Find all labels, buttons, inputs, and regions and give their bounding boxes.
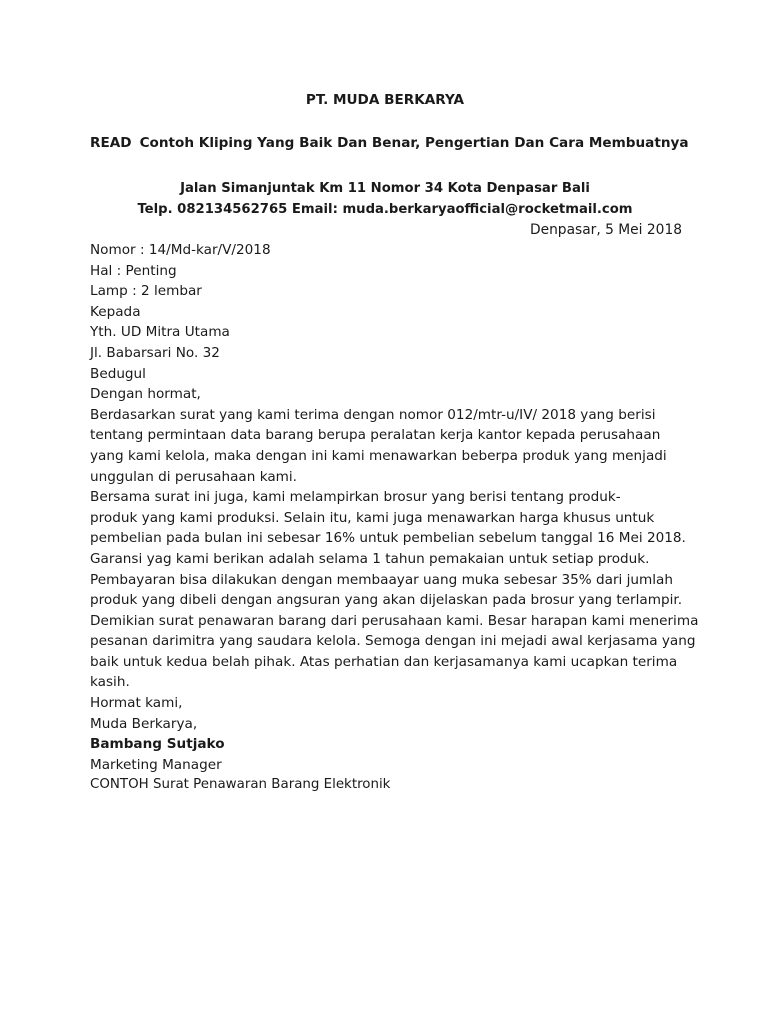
paragraph-2 [90,487,699,693]
letter-date: Denpasar, 5 Mei 2018 [529,222,682,238]
paragraph-line: Pembayaran bisa dilakukan dengan membaayar uang muka sebesar 35% dari jumlah [90,571,674,588]
closing-line: Hormat kami, [90,695,183,712]
read-label: READ [90,135,132,151]
read-link-line[interactable] [90,133,689,153]
company-contact: Telp. 082134562765 Email: muda.berkaryaofficial@rocketmail.com [137,202,633,217]
paragraph-line: Berdasarkan surat yang kami terima dengan nomor 012/mtr-u/IV/ 2018 yang berisi [90,406,656,423]
city-line: Bedugul [90,365,146,382]
read-title[interactable]: Contoh Kliping Yang Baik Dan Benar, Pengertian Dan Cara Membuatnya [139,135,689,151]
paragraph-line: baik untuk kedua belah pihak. Atas perhatian dan kerjasamanya kami ucapkan terima [90,653,678,670]
paragraph-line: pembelian pada bulan ini sebesar 16% untuk pembelian sebelum tanggal 16 Mei 2018. [90,530,686,547]
company-address: Jalan Simanjuntak Km 11 Nomor 34 Kota Denpasar Bali [180,181,590,196]
signer-name: Bambang Sutjako [90,736,225,753]
paragraph-line: Demikian surat penawaran barang dari perusahaan kami. Besar harapan kami menerima [90,612,699,629]
paragraph-line: Garansi yag kami berikan adalah selama 1 tahun pemakaian untuk setiap produk. [90,550,650,567]
recipient-line: Yth. UD Mitra Utama [90,324,230,341]
kepada-line: Kepada [90,303,141,320]
greeting-line: Dengan hormat, [90,386,201,403]
company-heading: PT. MUDA BERKARYA [305,92,465,108]
letter-body [90,90,699,796]
paragraph-line: produk yang dibeli dengan angsuran yang akan dijelaskan pada brosur yang terlampir. [90,592,683,609]
street-line: Jl. Babarsari No. 32 [90,344,220,361]
paragraph-line: pesanan darimitra yang saudara kelola. Semoga dengan ini mejadi awal kerjasama yang [90,633,696,650]
paragraph-line: tentang permintaan data barang berupa peralatan kerja kantor kepada perusahaan [90,427,661,444]
signer-title: Marketing Manager [90,756,222,773]
paragraph-line: yang kami kelola, maka dengan ini kami menawarkan beberpa produk yang menjadi [90,447,667,464]
paragraph-line: Bersama surat ini juga, kami melampirkan brosur yang berisi tentang produk- [90,489,621,506]
paragraph-line: unggulan di perusahaan kami. [90,468,297,485]
contoh-link-line[interactable]: CONTOH Surat Penawaran Barang Elektronik [90,777,391,793]
hal-line: Hal : Penting [90,262,177,279]
paragraph-line: produk yang kami produksi. Selain itu, kami juga menawarkan harga khusus untuk [90,509,655,526]
company-sign-line: Muda Berkarya, [90,715,198,732]
paragraph-1 [90,405,680,487]
paragraph-line: kasih. [90,674,130,691]
lamp-line: Lamp : 2 lembar [90,283,202,300]
nomor-line: Nomor : 14/Md-kar/V/2018 [90,242,271,258]
